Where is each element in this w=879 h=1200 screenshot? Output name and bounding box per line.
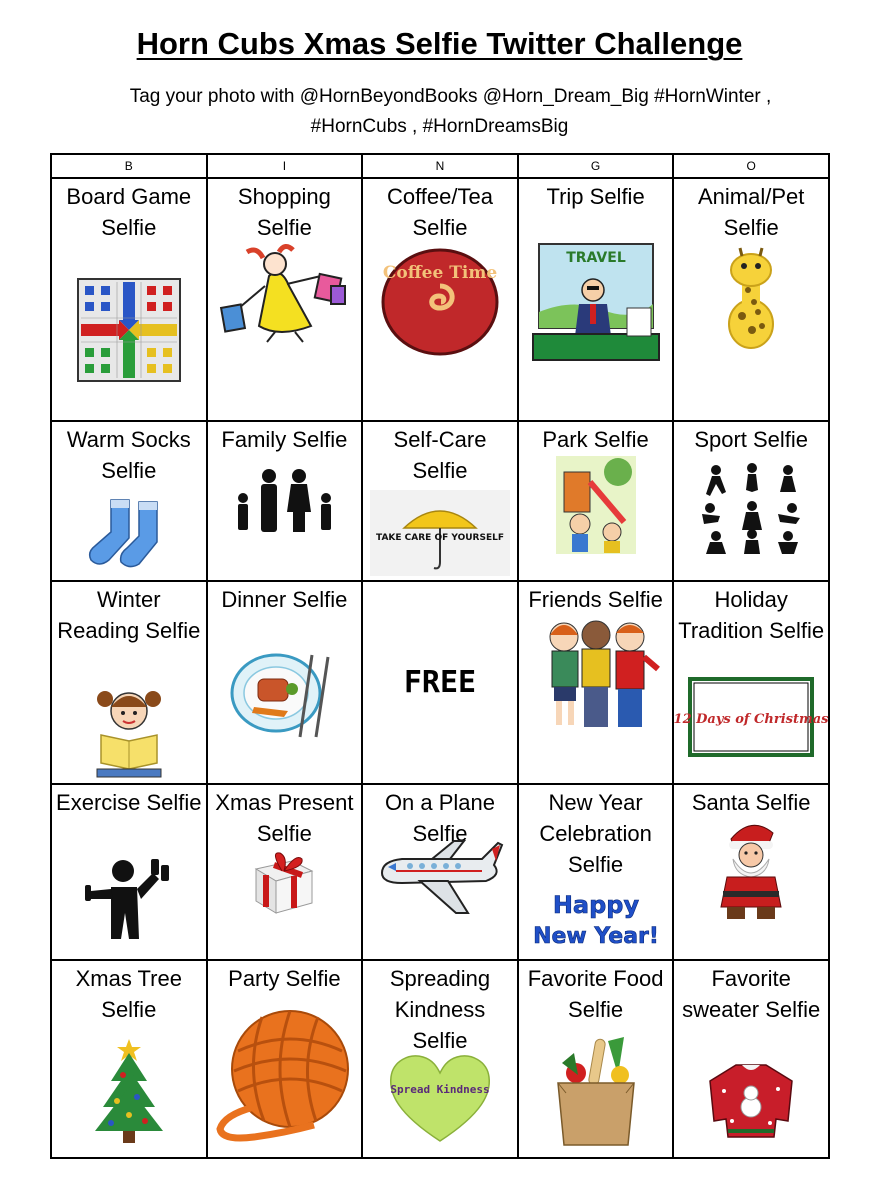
bingo-header-row [51, 154, 829, 178]
cell-label: Santa Selfie [691, 790, 811, 815]
ludo-board-icon [52, 278, 206, 382]
page-title: Horn Cubs Xmas Selfie Twitter Challenge [136, 26, 743, 61]
spread-kindness-text: Spread Kindness [390, 1083, 490, 1096]
subtitle-line-2: #HornCubs , #HornDreamsBig [310, 116, 569, 137]
bingo-row [51, 178, 829, 421]
bingo-row [51, 581, 829, 784]
bingo-cell [51, 178, 207, 421]
cell-label: Shopping Selfie [237, 184, 331, 240]
bingo-cell [362, 960, 518, 1158]
happy-new-year-icon [519, 885, 673, 951]
bingo-cell [207, 960, 363, 1158]
bingo-cell [207, 421, 363, 581]
bingo-cell [207, 581, 363, 784]
happy-text: Happy [552, 891, 639, 919]
coffee-time-text: Coffee Time [382, 263, 498, 283]
bingo-cell-free [362, 581, 518, 784]
column-header-n: N [362, 154, 518, 178]
cell-label: Holiday Tradition Selfie [678, 587, 825, 643]
bingo-cell [673, 960, 829, 1158]
bingo-cell [207, 178, 363, 421]
cell-label: Friends Selfie [528, 587, 663, 612]
free-space-label: FREE [403, 665, 477, 700]
bingo-cell [518, 178, 674, 421]
cell-label: Sport Selfie [694, 427, 809, 452]
bingo-cell [518, 421, 674, 581]
cell-label: Board Game Selfie [66, 184, 192, 240]
bingo-cell [673, 784, 829, 960]
bingo-cell [51, 784, 207, 960]
column-header-o: O [673, 154, 829, 178]
airplane-icon [363, 835, 517, 915]
cell-label: Coffee/Tea Selfie [386, 184, 493, 240]
cell-label: Spreading Kindness Selfie [389, 966, 491, 1053]
bingo-cell [51, 960, 207, 1158]
kindness-heart-icon [363, 1053, 517, 1143]
reading-girl-icon [52, 683, 206, 779]
bingo-board [50, 153, 830, 1159]
cell-label: Dinner Selfie [221, 587, 348, 612]
umbrella-icon [363, 490, 517, 576]
new-year-text: New Year! [532, 924, 659, 949]
bingo-cell [673, 178, 829, 421]
column-header-b: B [51, 154, 207, 178]
travel-text: TRAVEL [565, 250, 626, 266]
cell-label: New Year Celebration Selfie [539, 790, 652, 877]
sweater-icon [674, 1061, 828, 1139]
self-care-text: TAKE CARE OF YOURSELF [375, 533, 504, 543]
bingo-cell [673, 421, 829, 581]
twelve-days-text: 12 Days of Christmas [673, 712, 829, 727]
cell-label: Animal/Pet Selfie [697, 184, 805, 240]
sport-silhouettes-icon [674, 462, 828, 554]
bingo-cell [518, 581, 674, 784]
bingo-cell [362, 784, 518, 960]
cell-label: Trip Selfie [546, 184, 645, 209]
bingo-cell [207, 784, 363, 960]
socks-icon [52, 498, 206, 570]
giraffe-icon [674, 246, 828, 350]
cell-label: Warm Socks Selfie [66, 427, 191, 483]
bingo-cell [673, 581, 829, 784]
travel-agent-icon [519, 242, 673, 360]
bingo-row [51, 421, 829, 581]
column-header-g: G [518, 154, 674, 178]
twelve-days-icon [674, 677, 828, 757]
cell-label: On a Plane Selfie [384, 790, 496, 846]
shopping-girl-icon [208, 246, 362, 342]
cell-label: Xmas Tree Selfie [75, 966, 182, 1022]
cell-label: Family Selfie [221, 427, 348, 452]
bingo-cell [51, 581, 207, 784]
playground-icon [519, 452, 673, 556]
cell-label: Exercise Selfie [56, 790, 202, 815]
bingo-cell [518, 960, 674, 1158]
grocery-bag-icon [519, 1035, 673, 1147]
christmas-tree-icon [52, 1035, 206, 1147]
santa-icon [674, 819, 828, 923]
bingo-row [51, 784, 829, 960]
cell-label: Favorite sweater Selfie [682, 966, 821, 1022]
gift-icon [208, 849, 362, 915]
bingo-cell [518, 784, 674, 960]
cell-label: Winter Reading Selfie [57, 587, 201, 643]
subtitle-line-1: Tag your photo with @HornBeyondBooks @Horn_Dream_Big #HornWinter , [129, 86, 772, 107]
yarn-ball-icon [208, 1007, 362, 1143]
exercise-icon [52, 855, 206, 939]
dinner-plate-icon [208, 647, 362, 741]
friends-icon [519, 617, 673, 729]
column-header-i: I [207, 154, 363, 178]
bingo-cell [51, 421, 207, 581]
cell-label: Xmas Present Selfie [215, 790, 354, 846]
cell-label: Party Selfie [228, 966, 341, 991]
cell-label: Favorite Food Selfie [527, 966, 664, 1022]
family-icon [208, 468, 362, 532]
coffee-time-icon [363, 248, 517, 356]
cell-label: Self-Care Selfie [393, 427, 487, 483]
bingo-row [51, 960, 829, 1158]
cell-label: Park Selfie [542, 427, 649, 452]
bingo-cell [362, 421, 518, 581]
bingo-cell [362, 178, 518, 421]
